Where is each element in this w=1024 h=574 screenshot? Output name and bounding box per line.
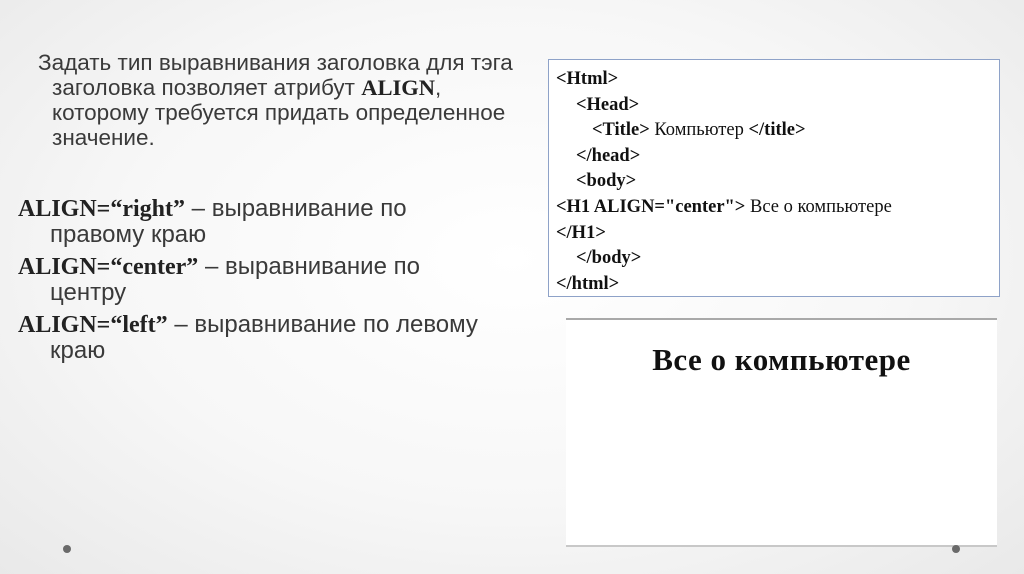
- html-open-tag: <Html>: [556, 69, 619, 89]
- bullet-dot-left: [63, 545, 71, 553]
- body-open-tag: <body>: [576, 171, 637, 192]
- code-example-box: [548, 59, 1000, 297]
- align-desc: – выравнивание по левому краю: [50, 311, 478, 364]
- code-line-h1-close: [556, 221, 999, 247]
- h1-text: Все о компьютере: [745, 196, 892, 217]
- html-close-tag: </html>: [556, 273, 620, 294]
- intro-text-1: Задать тип выравнивания заголовка для тэга заголовка позволяет атрибут: [38, 50, 513, 100]
- code-line-html-open: [556, 67, 999, 93]
- align-option-left: [18, 312, 498, 364]
- align-options-list: [18, 196, 498, 370]
- intro-paragraph: [38, 50, 522, 150]
- intro-attribute: ALIGN: [361, 75, 435, 100]
- code-line-head-close: [556, 144, 999, 170]
- body-close-tag: </body>: [576, 248, 642, 269]
- align-code: ALIGN=“right”: [18, 196, 186, 222]
- h1-open-tag: <H1 ALIGN="center">: [556, 196, 746, 217]
- code-line-body-open: [556, 169, 999, 195]
- title-text: Компьютер: [649, 120, 749, 141]
- title-close-tag: </title>: [748, 120, 806, 141]
- align-option-center: [18, 254, 498, 306]
- code-line-html-close: [556, 272, 999, 298]
- bullet-dot-right: [952, 545, 960, 553]
- title-open-tag: <Title>: [592, 120, 650, 141]
- code-line-h1: [556, 195, 999, 221]
- head-close-tag: </head>: [576, 145, 641, 166]
- browser-preview: [566, 318, 997, 547]
- code-line-title: [556, 118, 999, 144]
- preview-heading: Все о компьютере: [652, 342, 911, 377]
- code-line-head-open: [556, 93, 999, 119]
- intro-text-2: , которому требуется придать определенное значение.: [52, 75, 506, 150]
- align-desc: – выравнивание по центру: [50, 253, 420, 306]
- align-code: ALIGN=“center”: [18, 254, 199, 280]
- align-code: ALIGN=“left”: [18, 312, 168, 338]
- align-desc: – выравнивание по правому краю: [50, 195, 407, 248]
- code-line-body-close: [556, 246, 999, 272]
- align-option-right: [18, 196, 498, 248]
- head-open-tag: <Head>: [576, 94, 640, 115]
- h1-close-tag: </H1>: [556, 222, 606, 243]
